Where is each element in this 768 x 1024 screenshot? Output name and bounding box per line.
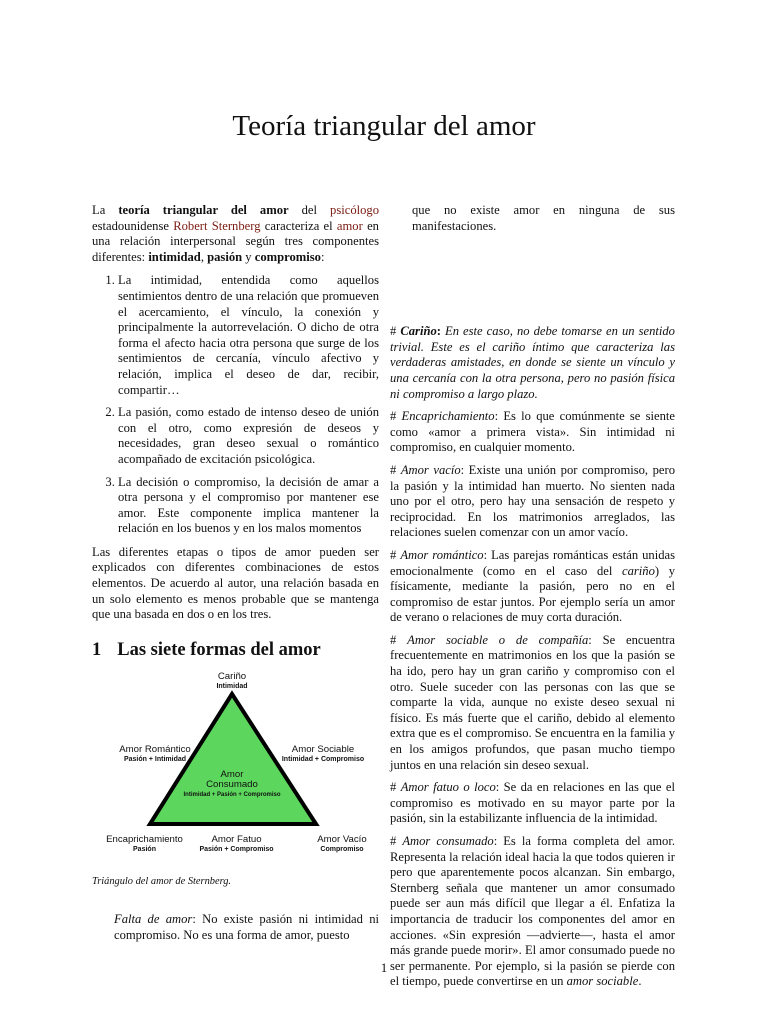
label-carino: Cariño Intimidad xyxy=(216,671,248,691)
label-amor-sociable: Amor Sociable Intimidad + Compromiso xyxy=(281,744,365,764)
entry-encaprichamiento: # Encaprichamiento: Es lo que comúnmente se siente como «amor a primera vista». Sin intimidad ni compromiso, en cualquier momento. xyxy=(390,409,675,455)
entry-amor-fatuo: # Amor fatuo o loco: Se da en relaciones en las que el compromiso es motivado en su mayor parte por la pasión, sin la estabilizante influencia de la intimidad. xyxy=(390,780,675,826)
falta-de-amor-continuation: que no existe amor en ninguna de sus manifestaciones. xyxy=(412,203,675,233)
label-amor-fatuo: Amor Fatuo Pasión + Compromiso xyxy=(199,834,274,854)
list-item: 1. La intimidad, entendida como aquellos sentimientos dentro de una relación que promueven el acercamiento, el vínculo, la conexión y principalmente la autorrevelación. O dicho de otra forma el afecto hacia otra persona que surge de los sentimientos de cercanía, vínculo afectivo y relación, implica el deseo de dar, recibir, compartir… xyxy=(118,273,379,398)
entry-carino: # Cariño: En este caso, no debe tomarse en un sentido trivial. Este es el cariño íntimo que caracteriza las verdaderas amistades, en donde se siente un vínculo y una cercanía con la otra persona, pero no pasión física ni compromiso a largo plazo. xyxy=(390,324,675,401)
label-amor-vacio: Amor Vacío Compromiso xyxy=(317,834,367,854)
love-types-list xyxy=(390,324,675,990)
list-item: 3. La decisión o compromiso, la decisión de amar a otra persona y el compromiso por mantener ese amor. Este componente implica mantener la relación en los buenos y en los malos momentos xyxy=(118,475,379,537)
label-encaprichamiento: Encaprichamiento Pasión xyxy=(106,834,183,854)
figure-caption: Triángulo del amor de Sternberg. xyxy=(92,876,232,888)
stages-paragraph: Las diferentes etapas o tipos de amor pueden ser explicados con diferentes combinaciones de estos elementos. De acuerdo al autor, una relación basada en un solo elemento es menos probable que se mantenga que una basada en dos o en los tres. xyxy=(92,544,379,622)
section-heading xyxy=(92,639,379,660)
link-psicologo[interactable]: psicólogo xyxy=(330,203,380,217)
label-amor-romantico: Amor Romántico Pasión + Intimidad xyxy=(119,744,191,764)
entry-amor-consumado: # Amor consumado: Es la forma completa del amor. Representa la relación ideal hacia la que todos quieren ir pero que aparentemente pocos alcanzan. Sin embargo, Sternberg señala que mantener un amor consumado puede ser aun más difícil que llegar a él. Enfatiza la importancia de traducir los componentes del amor en acciones. «Sin expresión —advierte—, hasta el amor más grande puede morir». El amor consumado puede no ser permanente. Por ejemplo, si la pasión se pierde con el tiempo, puede convertirse en un amor sociable. xyxy=(390,834,675,989)
components-list xyxy=(92,273,379,537)
entry-amor-vacio: # Amor vacío: Existe una unión por compromiso, pero la pasión y la intimidad han muerto. No sienten nada uno por el otro, pero hay una sensación de respeto y reciprocidad. En los matrimonios arreglados, las relaciones suelen comenzar con un amor vacío. xyxy=(390,462,675,540)
left-column xyxy=(92,203,379,951)
term-falta-de-amor: Falta de amor xyxy=(114,912,193,927)
section-title: Las siete formas del amor xyxy=(117,639,321,660)
page-title: Teoría triangular del amor xyxy=(232,110,536,142)
right-column xyxy=(390,203,675,997)
list-item: 2. La pasión, como estado de intenso deseo de unión con el otro, como expresión de deseos y necesidades, gran deseo sexual o romántico acompañado de excitación psicológica. xyxy=(118,405,379,467)
label-amor-consumado: Amor Consumado Intimidad + Pasión + Compromiso xyxy=(183,769,281,799)
link-robert-sternberg[interactable]: Robert Sternberg xyxy=(173,218,261,233)
intro-paragraph: La teoría triangular del amor del psicólogo estadounidense Robert Sternberg caracteriza el amor en una relación interpersonal según tres componentes diferentes: intimidad, pasión y compromiso: xyxy=(92,203,380,264)
love-triangle-figure xyxy=(92,672,379,872)
page-number: 1 xyxy=(380,960,388,975)
section-number: 1 xyxy=(92,639,102,660)
entry-amor-sociable: # Amor sociable o de compañía: Se encuentra frecuentemente en matrimonios en los que la pasión se ha ido, pero hay un gran cariño y compromiso con el otro. Suele suceder con las personas con las que se comparte la vida, aunque no existe deseo sexual ni físico. Es más fuerte que el cariño, debido al elemento extra que es el compromiso. Se encuentra en la familia y en los amigos profundos, que pasan mucho tiempo juntos en una relación sin deseo sexual. xyxy=(390,632,676,772)
entry-amor-romantico: # Amor romántico: Las parejas románticas están unidas emocionalmente (como en el caso del cariño) y físicamente, mediante la pasión, pero no en el compromiso de estar juntos. Por ejemplo sería un amor de verano o relaciones de muy corta duración. xyxy=(390,547,676,625)
term-teoria: teoría triangular del amor xyxy=(118,203,289,217)
falta-de-amor-paragraph: Falta de amor: No existe pasión ni intimidad ni compromiso. No es una forma de amor, puesto xyxy=(114,912,380,942)
link-amor[interactable]: amor xyxy=(336,218,363,233)
